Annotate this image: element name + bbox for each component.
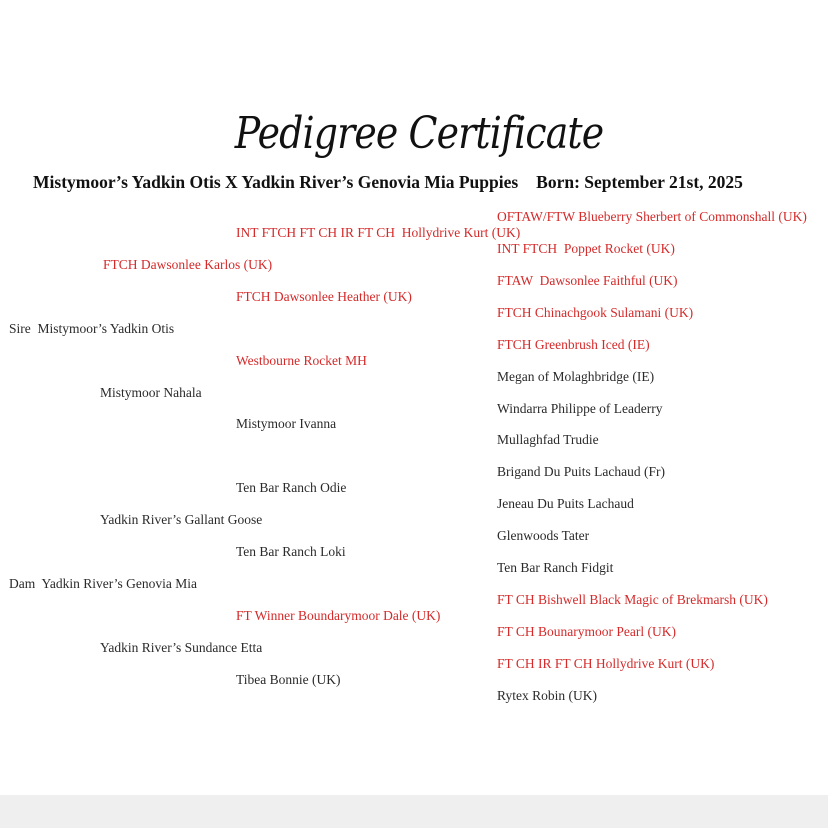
gen4-entry: OFTAW/FTW Blueberry Sherbert of Commonshall (UK) — [497, 209, 807, 224]
certificate-title: Pedigree Certificate — [234, 108, 604, 159]
gen4-entry: Jeneau Du Puits Lachaud — [497, 496, 634, 511]
gen3-entry: Westbourne Rocket MH — [236, 353, 367, 368]
gen4-entry: FTCH Chinachgook Sulamani (UK) — [497, 305, 694, 320]
dam-dam: Yadkin River’s Sundance Etta — [100, 640, 263, 655]
gen3-entry: FT Winner Boundarymoor Dale (UK) — [236, 608, 441, 623]
gen3-entry: Mistymoor Ivanna — [236, 416, 337, 431]
gen3-entry: INT FTCH FT CH IR FT CH Hollydrive Kurt (UK) — [236, 225, 521, 240]
gen3-entry: FTCH Dawsonlee Heather (UK) — [236, 289, 412, 304]
gen4-entry: Mullaghfad Trudie — [497, 432, 599, 447]
gen3-entry: Ten Bar Ranch Odie — [236, 480, 347, 495]
dam-sire: Yadkin River’s Gallant Goose — [100, 512, 263, 527]
gen4-entry: Glenwoods Tater — [497, 528, 590, 543]
footer-band — [0, 795, 828, 828]
gen3-entry: Tibea Bonnie (UK) — [236, 672, 341, 687]
gen4-entry: Megan of Molaghbridge (IE) — [497, 369, 655, 384]
gen3-entry: Ten Bar Ranch Loki — [236, 544, 346, 559]
sire-sire: FTCH Dawsonlee Karlos (UK) — [103, 257, 273, 272]
dam: Dam Yadkin River’s Genovia Mia — [9, 576, 197, 591]
gen4-entry: INT FTCH Poppet Rocket (UK) — [497, 241, 675, 256]
gen4-entry: Brigand Du Puits Lachaud (Fr) — [497, 464, 665, 479]
gen4-entry: FTAW Dawsonlee Faithful (UK) — [497, 273, 678, 288]
gen4-entry: FT CH Bishwell Black Magic of Brekmarsh (UK) — [497, 592, 768, 607]
litter-heading — [33, 172, 743, 193]
sire-dam: Mistymoor Nahala — [100, 385, 202, 400]
gen4-entry: Ten Bar Ranch Fidgit — [497, 560, 614, 575]
gen4-entry: Windarra Philippe of Leaderry — [497, 401, 663, 416]
gen4-entry: FT CH IR FT CH Hollydrive Kurt (UK) — [497, 656, 715, 671]
birth-date: Born: September 21st, 2025 — [536, 172, 743, 192]
litter-name: Mistymoor’s Yadkin Otis X Yadkin River’s Genovia Mia Puppies — [33, 172, 519, 192]
gen4-entry: Rytex Robin (UK) — [497, 688, 597, 703]
gen4-entry: FTCH Greenbrush Iced (IE) — [497, 337, 650, 352]
gen4-entry: FT CH Bounarymoor Pearl (UK) — [497, 624, 676, 639]
sire: Sire Mistymoor’s Yadkin Otis — [9, 321, 175, 336]
